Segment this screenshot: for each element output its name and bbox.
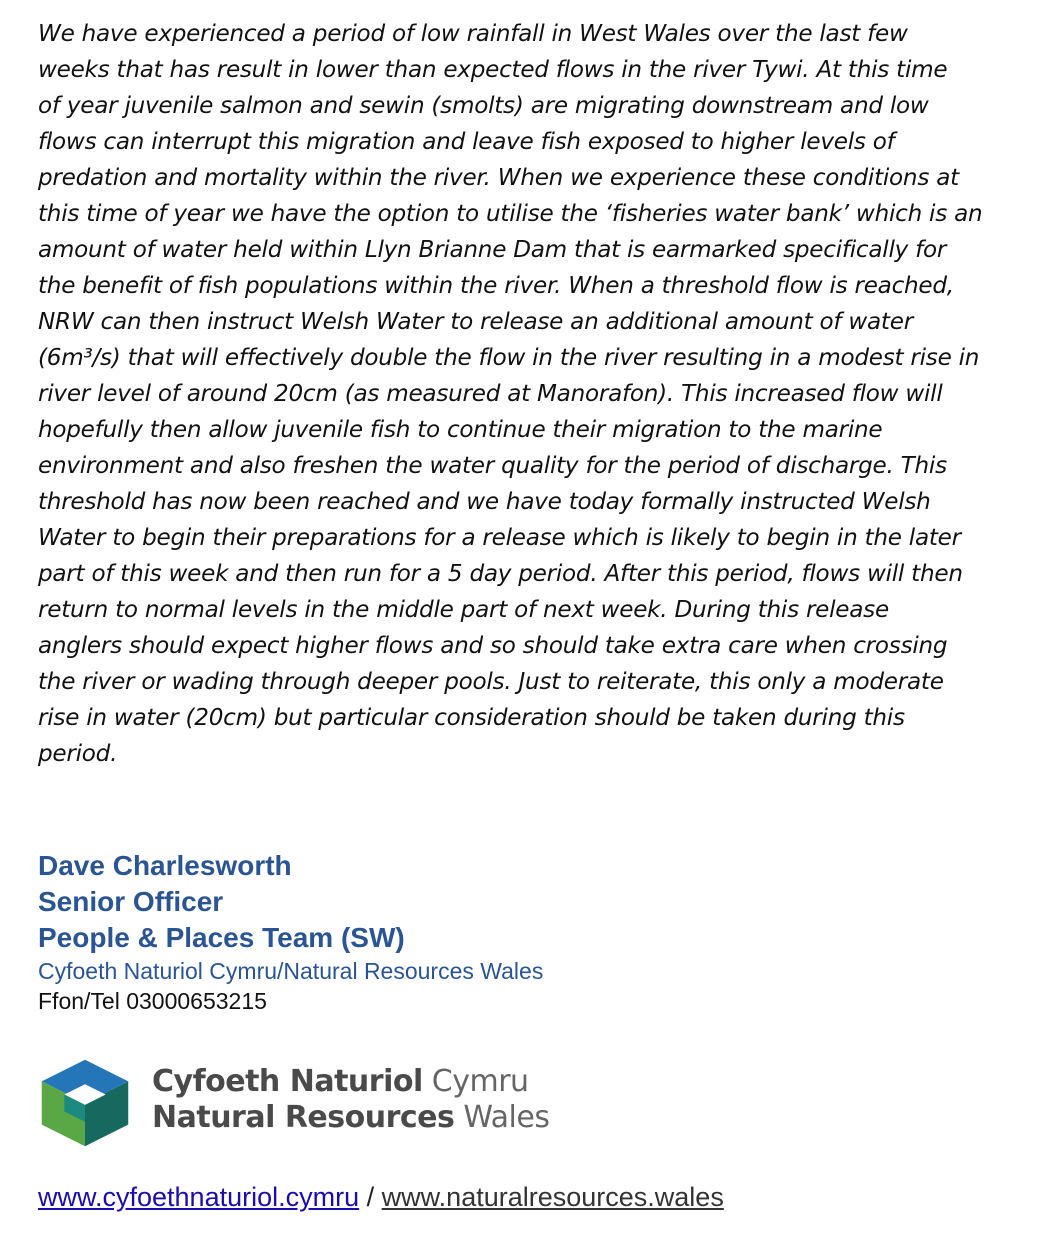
message-line: rise in water (20cm) but particular consideration should be taken during this (38, 705, 905, 731)
message-line: return to normal levels in the middle part of next week. During this release (38, 597, 889, 623)
message-line: period. (38, 741, 118, 767)
message-line: environment and also freshen the water quality for the period of discharge. This (38, 453, 947, 479)
message-line: this time of year we have the option to utilise the ‘fisheries water bank’ which is an (38, 201, 983, 227)
signature-name: Dave Charlesworth (38, 850, 292, 881)
signature-role: Senior Officer (38, 886, 224, 917)
message-body (38, 16, 1048, 772)
english-site-link[interactable]: www.naturalresources.wales (381, 1182, 724, 1212)
message-line: NRW can then instruct Welsh Water to release an additional amount of water (38, 309, 913, 335)
message-line: We have experienced a period of low rainfall in West Wales over the last few (38, 21, 908, 47)
message-line: threshold has now been reached and we have today formally instructed Welsh (38, 489, 931, 515)
signature-tel: Ffon/Tel 03000653215 (38, 988, 267, 1014)
message-line: anglers should expect higher flows and so should take extra care when crossing (38, 633, 948, 659)
message-line: Water to begin their preparations for a release which is likely to begin in the later (38, 525, 961, 551)
welsh-site-link[interactable]: www.cyfoethnaturiol.cymru (38, 1182, 360, 1212)
message-line: river level of around 20cm (as measured at Manorafon). This increased flow will (38, 381, 943, 407)
message-line: part of this week and then run for a 5 day period. After this period, flows will then (38, 561, 963, 587)
link-separator: / (366, 1182, 375, 1212)
message-line: weeks that has result in lower than expected flows in the river Tywi. At this time (38, 57, 948, 83)
nrw-logo-icon (38, 1056, 132, 1150)
logo-line1-light: Cymru (431, 1064, 529, 1099)
message-line: (6m³/s) that will effectively double the flow in the river resulting in a modest rise in (38, 345, 980, 371)
signature-org: Cyfoeth Naturiol Cymru/Natural Resources Wales (38, 958, 544, 984)
logo-line1-bold: Cyfoeth Naturiol (152, 1064, 423, 1099)
message-line: amount of water held within Llyn Brianne Dam that is earmarked specifically for (38, 237, 947, 263)
message-line: predation and mortality within the river. When we experience these conditions at (38, 165, 959, 191)
message-line: the benefit of fish populations within the river. When a threshold flow is reached, (38, 273, 954, 299)
signature-block (38, 848, 543, 1016)
signature-team: People & Places Team (SW) (38, 922, 405, 953)
nrw-logo-text (152, 1064, 549, 1136)
message-line: flows can interrupt this migration and leave fish exposed to higher levels of (38, 129, 895, 155)
message-line: the river or wading through deeper pools. Just to reiterate, this only a moderate (38, 669, 944, 695)
message-line: of year juvenile salmon and sewin (smolts) are migrating downstream and low (38, 93, 929, 119)
footer-links (38, 1182, 724, 1213)
logo-line2-light: Wales (463, 1100, 550, 1135)
message-line: hopefully then allow juvenile fish to continue their migration to the marine (38, 417, 883, 443)
logo-line2-bold: Natural Resources (152, 1100, 455, 1135)
